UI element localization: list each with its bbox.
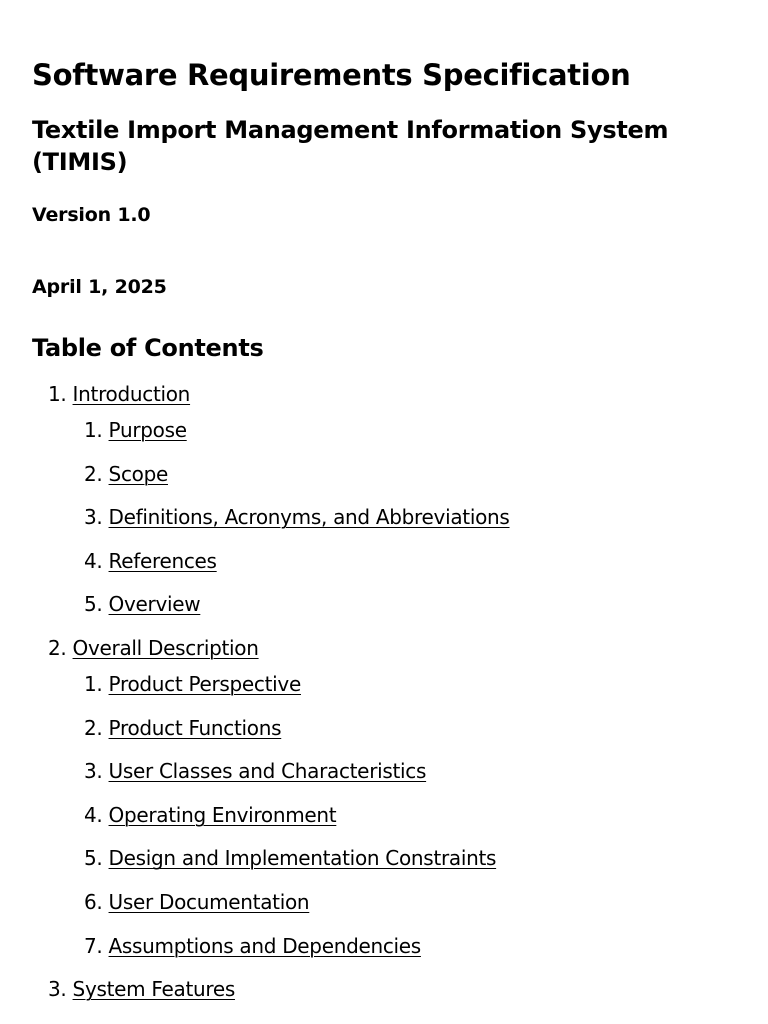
toc-subsection [84, 460, 736, 488]
toc-subsection-number: 3. [84, 505, 103, 530]
toc-subsection-number: 3. [84, 759, 103, 784]
toc-link-user-classes[interactable]: User Classes and Characteristics [108, 759, 427, 784]
toc-subsection [84, 590, 736, 618]
toc-link-overview[interactable]: Overview [108, 592, 201, 617]
toc-subsection [84, 801, 736, 829]
toc-link-references[interactable]: References [108, 548, 217, 573]
toc-subsection-number: 2. [84, 461, 103, 486]
toc-subsection-number: 4. [84, 802, 103, 827]
toc-section [48, 634, 736, 960]
toc-subsection-number: 1. [84, 671, 103, 696]
toc-subsection-number: 2. [84, 715, 103, 740]
toc-subsection [84, 757, 736, 785]
toc-link-design-constraints[interactable]: Design and Implementation Constraints [108, 846, 497, 871]
document-version: Version 1.0 [32, 204, 151, 226]
toc-link-user-documentation[interactable]: User Documentation [108, 889, 310, 914]
toc-subsection [84, 503, 736, 531]
toc-link-scope[interactable]: Scope [108, 461, 168, 486]
toc-link-overall-description[interactable]: Overall Description [72, 635, 259, 660]
toc-sublist [48, 670, 736, 960]
toc-subsection [84, 547, 736, 575]
toc-link-purpose[interactable]: Purpose [108, 418, 187, 442]
document-title: Software Requirements Specification [32, 58, 631, 92]
document-subtitle: Textile Import Management Information System (TIMIS) [32, 116, 669, 176]
toc-subsection [84, 670, 736, 698]
toc-subsection [84, 844, 736, 872]
toc-section-number: 2. [48, 635, 67, 660]
toc-sublist [48, 416, 736, 618]
toc-section-number: 3. [48, 977, 67, 1002]
toc-section [48, 975, 736, 1003]
toc-link-product-functions[interactable]: Product Functions [108, 715, 282, 740]
toc-link-operating-environment[interactable]: Operating Environment [108, 802, 337, 827]
toc-subsection-number: 4. [84, 548, 103, 573]
toc-link-system-features[interactable]: System Features [72, 977, 235, 1002]
toc-link-introduction[interactable]: Introduction [72, 382, 191, 406]
toc-subsection [84, 416, 736, 444]
toc-subsection [84, 714, 736, 742]
toc-link-definitions[interactable]: Definitions, Acronyms, and Abbreviations [108, 505, 510, 530]
toc-subsection [84, 888, 736, 916]
toc-subsection [84, 932, 736, 960]
toc-subsection-number: 5. [84, 592, 103, 617]
toc-subsection-number: 1. [84, 418, 103, 442]
toc-heading: Table of Contents [32, 334, 264, 362]
toc-link-assumptions[interactable]: Assumptions and Dependencies [108, 933, 421, 958]
toc-list [32, 380, 736, 1003]
toc-subsection-number: 5. [84, 846, 103, 871]
toc-subsection-number: 7. [84, 933, 103, 958]
toc-section-number: 1. [48, 382, 67, 406]
toc-link-product-perspective[interactable]: Product Perspective [108, 671, 301, 696]
toc-section [48, 380, 736, 618]
document-date: April 1, 2025 [32, 276, 167, 298]
toc-subsection-number: 6. [84, 889, 103, 914]
